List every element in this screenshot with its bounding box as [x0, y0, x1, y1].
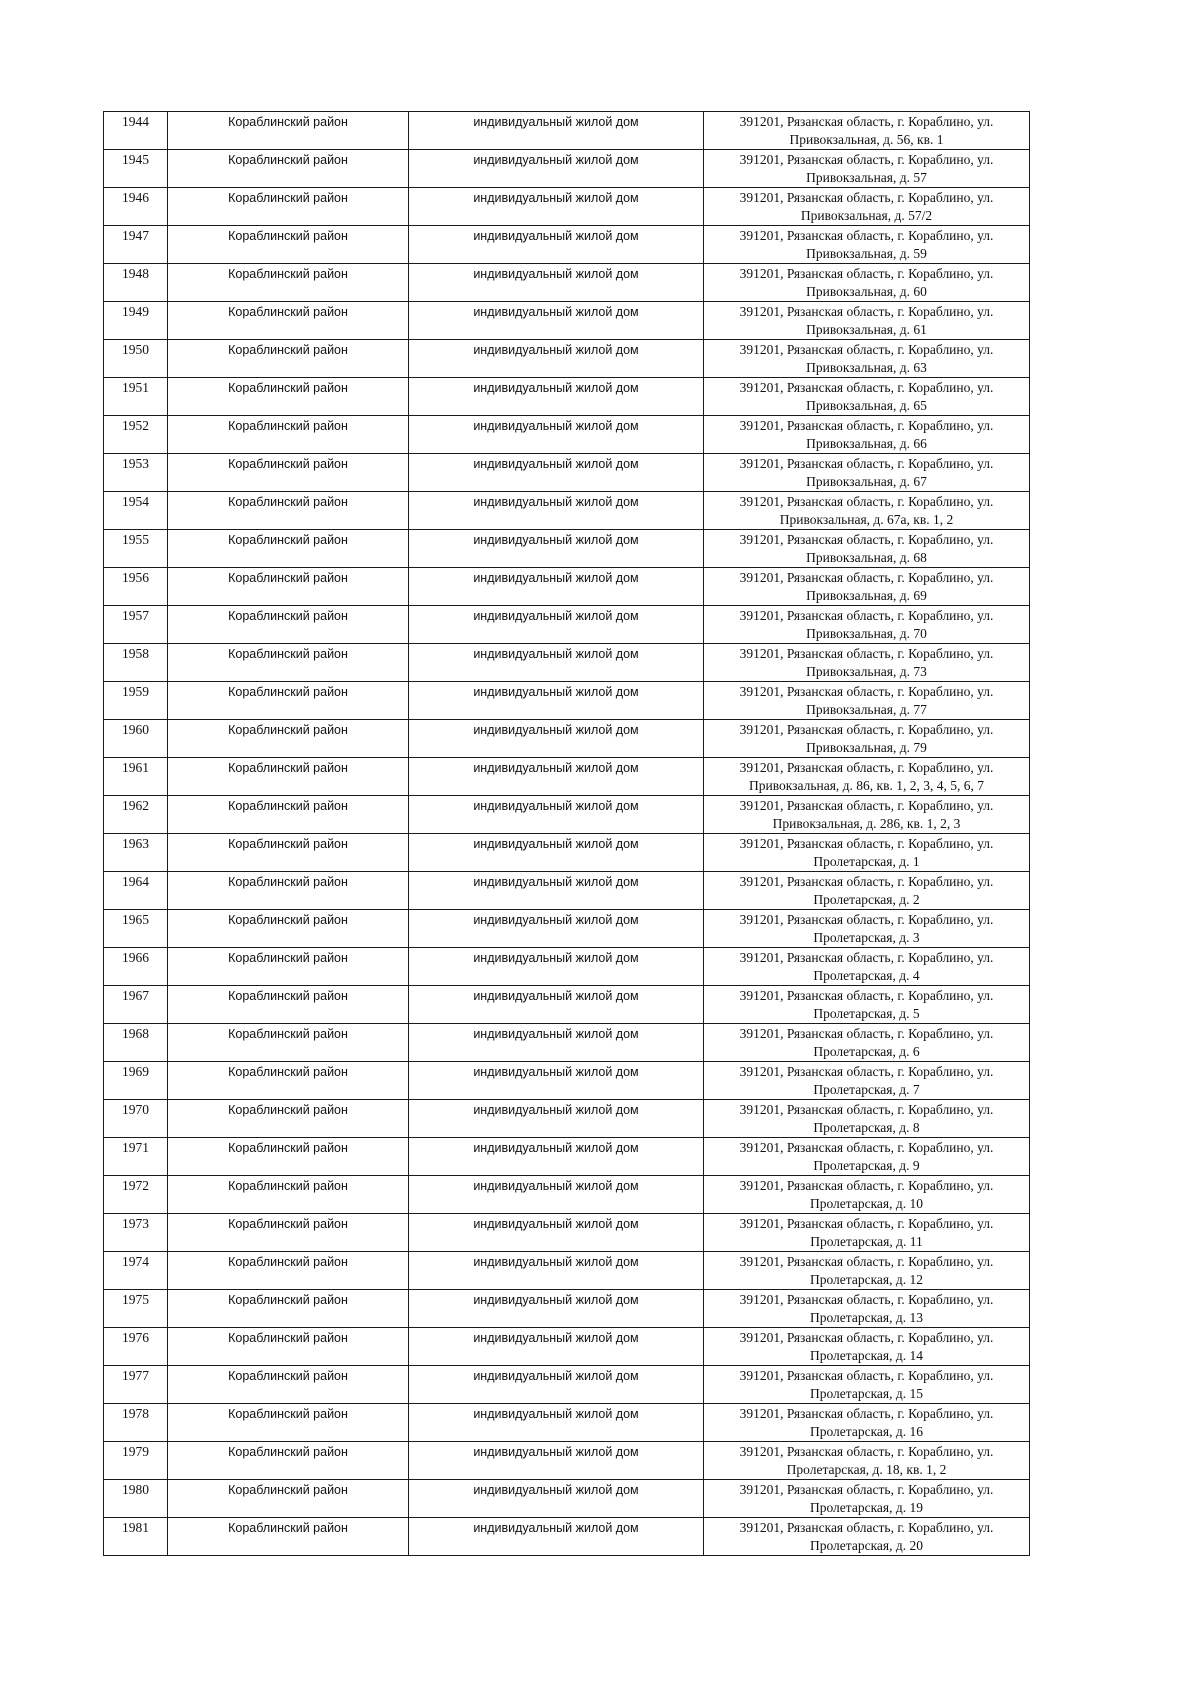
address-cell: [704, 1062, 1030, 1100]
address-line-2: Пролетарская, д. 3: [813, 930, 920, 945]
address-cell: [704, 188, 1030, 226]
address-line-1: 391201, Рязанская область, г. Кораблино, ул.: [739, 1254, 994, 1269]
object-type-cell: индивидуальный жилой дом: [409, 948, 704, 986]
record-number-cell: 1944: [104, 112, 168, 150]
district-cell: Кораблинский район: [168, 1176, 409, 1214]
table-row: [104, 1138, 1030, 1176]
record-number-cell: 1965: [104, 910, 168, 948]
address-line-1: 391201, Рязанская область, г. Кораблино, ул.: [739, 1444, 994, 1459]
address-line-2: Привокзальная, д. 67а, кв. 1, 2: [779, 512, 954, 527]
address-line-2: Пролетарская, д. 4: [813, 968, 920, 983]
object-type-cell: индивидуальный жилой дом: [409, 1214, 704, 1252]
address-line-2: Привокзальная, д. 60: [806, 284, 927, 299]
address-line-2: Пролетарская, д. 11: [810, 1234, 923, 1249]
record-number-cell: 1946: [104, 188, 168, 226]
district-cell: Кораблинский район: [168, 416, 409, 454]
table-row: [104, 492, 1030, 530]
address-cell: [704, 416, 1030, 454]
object-type-cell: индивидуальный жилой дом: [409, 1366, 704, 1404]
address-cell: [704, 1024, 1030, 1062]
record-number-cell: 1949: [104, 302, 168, 340]
object-type-cell: индивидуальный жилой дом: [409, 1442, 704, 1480]
address-cell: [704, 834, 1030, 872]
address-line-1: 391201, Рязанская область, г. Кораблино, ул.: [739, 988, 994, 1003]
district-cell: Кораблинский район: [168, 1404, 409, 1442]
address-line-1: 391201, Рязанская область, г. Кораблино, ул.: [739, 608, 994, 623]
record-number-cell: 1962: [104, 796, 168, 834]
address-line-2: Пролетарская, д. 1: [813, 854, 920, 869]
address-line-2: Пролетарская, д. 14: [809, 1348, 924, 1363]
record-number-cell: 1951: [104, 378, 168, 416]
address-cell: [704, 340, 1030, 378]
address-cell: [704, 1214, 1030, 1252]
object-type-cell: индивидуальный жилой дом: [409, 1062, 704, 1100]
district-cell: Кораблинский район: [168, 1252, 409, 1290]
object-type-cell: индивидуальный жилой дом: [409, 150, 704, 188]
address-cell: [704, 226, 1030, 264]
address-line-2: Пролетарская, д. 19: [809, 1500, 924, 1515]
record-number-cell: 1972: [104, 1176, 168, 1214]
table-row: [104, 150, 1030, 188]
object-type-cell: индивидуальный жилой дом: [409, 1480, 704, 1518]
address-cell: [704, 150, 1030, 188]
district-cell: Кораблинский район: [168, 1062, 409, 1100]
address-cell: [704, 1176, 1030, 1214]
address-line-2: Привокзальная, д. 61: [806, 322, 927, 337]
address-cell: [704, 1138, 1030, 1176]
record-number-cell: 1975: [104, 1290, 168, 1328]
record-number-cell: 1960: [104, 720, 168, 758]
object-type-cell: индивидуальный жилой дом: [409, 682, 704, 720]
address-line-1: 391201, Рязанская область, г. Кораблино, ул.: [739, 1482, 994, 1497]
record-number-cell: 1976: [104, 1328, 168, 1366]
district-cell: Кораблинский район: [168, 150, 409, 188]
address-line-1: 391201, Рязанская область, г. Кораблино, ул.: [739, 950, 994, 965]
district-cell: Кораблинский район: [168, 834, 409, 872]
records-table: [103, 111, 1030, 1556]
address-line-2: Привокзальная, д. 56, кв. 1: [789, 132, 944, 147]
district-cell: Кораблинский район: [168, 1442, 409, 1480]
object-type-cell: индивидуальный жилой дом: [409, 1176, 704, 1214]
table-row: [104, 606, 1030, 644]
address-cell: [704, 1366, 1030, 1404]
address-line-1: 391201, Рязанская область, г. Кораблино, ул.: [739, 304, 994, 319]
table-row: [104, 1062, 1030, 1100]
address-cell: [704, 948, 1030, 986]
district-cell: Кораблинский район: [168, 910, 409, 948]
record-number-cell: 1945: [104, 150, 168, 188]
record-number-cell: 1950: [104, 340, 168, 378]
district-cell: Кораблинский район: [168, 454, 409, 492]
address-cell: [704, 302, 1030, 340]
address-line-2: Привокзальная, д. 73: [806, 664, 927, 679]
table-row: [104, 1176, 1030, 1214]
district-cell: Кораблинский район: [168, 1100, 409, 1138]
address-line-1: 391201, Рязанская область, г. Кораблино, ул.: [739, 418, 994, 433]
record-number-cell: 1979: [104, 1442, 168, 1480]
record-number-cell: 1968: [104, 1024, 168, 1062]
record-number-cell: 1971: [104, 1138, 168, 1176]
address-line-2: Пролетарская, д. 7: [813, 1082, 920, 1097]
district-cell: Кораблинский район: [168, 758, 409, 796]
address-line-1: 391201, Рязанская область, г. Кораблино, ул.: [739, 380, 994, 395]
address-line-1: 391201, Рязанская область, г. Кораблино, ул.: [739, 152, 994, 167]
record-number-cell: 1967: [104, 986, 168, 1024]
address-line-2: Привокзальная, д. 86, кв. 1, 2, 3, 4, 5, 6, 7: [749, 778, 984, 793]
object-type-cell: индивидуальный жилой дом: [409, 492, 704, 530]
district-cell: Кораблинский район: [168, 1366, 409, 1404]
address-line-2: Привокзальная, д. 68: [806, 550, 927, 565]
district-cell: Кораблинский район: [168, 1480, 409, 1518]
table-row: [104, 1252, 1030, 1290]
address-cell: [704, 682, 1030, 720]
address-cell: [704, 606, 1030, 644]
record-number-cell: 1970: [104, 1100, 168, 1138]
address-line-1: 391201, Рязанская область, г. Кораблино, ул.: [739, 342, 994, 357]
address-line-2: Пролетарская, д. 18, кв. 1, 2: [786, 1462, 947, 1477]
address-cell: [704, 492, 1030, 530]
table-row: [104, 1328, 1030, 1366]
address-line-2: Пролетарская, д. 16: [809, 1424, 924, 1439]
object-type-cell: индивидуальный жилой дом: [409, 910, 704, 948]
table-row: [104, 682, 1030, 720]
object-type-cell: индивидуальный жилой дом: [409, 834, 704, 872]
address-line-1: 391201, Рязанская область, г. Кораблино, ул.: [739, 228, 994, 243]
object-type-cell: индивидуальный жилой дом: [409, 1138, 704, 1176]
object-type-cell: индивидуальный жилой дом: [409, 1328, 704, 1366]
address-line-1: 391201, Рязанская область, г. Кораблино, ул.: [739, 494, 994, 509]
address-line-2: Привокзальная, д. 59: [806, 246, 927, 261]
record-number-cell: 1959: [104, 682, 168, 720]
district-cell: Кораблинский район: [168, 1328, 409, 1366]
address-line-2: Пролетарская, д. 20: [809, 1538, 924, 1553]
district-cell: Кораблинский район: [168, 492, 409, 530]
table-row: [104, 644, 1030, 682]
record-number-cell: 1954: [104, 492, 168, 530]
district-cell: Кораблинский район: [168, 1214, 409, 1252]
address-line-2: Привокзальная, д. 286, кв. 1, 2, 3: [772, 816, 961, 831]
table-row: [104, 1024, 1030, 1062]
district-cell: Кораблинский район: [168, 1518, 409, 1556]
address-line-2: Пролетарская, д. 8: [813, 1120, 920, 1135]
object-type-cell: индивидуальный жилой дом: [409, 1024, 704, 1062]
record-number-cell: 1978: [104, 1404, 168, 1442]
district-cell: Кораблинский район: [168, 1138, 409, 1176]
address-line-2: Привокзальная, д. 69: [806, 588, 927, 603]
district-cell: Кораблинский район: [168, 530, 409, 568]
object-type-cell: индивидуальный жилой дом: [409, 758, 704, 796]
address-line-1: 391201, Рязанская область, г. Кораблино, ул.: [739, 874, 994, 889]
address-line-1: 391201, Рязанская область, г. Кораблино, ул.: [739, 1216, 994, 1231]
district-cell: Кораблинский район: [168, 796, 409, 834]
table-row: [104, 302, 1030, 340]
district-cell: Кораблинский район: [168, 606, 409, 644]
address-line-1: 391201, Рязанская область, г. Кораблино, ул.: [739, 1520, 994, 1535]
address-cell: [704, 1404, 1030, 1442]
table-row: [104, 416, 1030, 454]
district-cell: Кораблинский район: [168, 682, 409, 720]
record-number-cell: 1958: [104, 644, 168, 682]
district-cell: Кораблинский район: [168, 720, 409, 758]
object-type-cell: индивидуальный жилой дом: [409, 1290, 704, 1328]
address-line-2: Пролетарская, д. 6: [813, 1044, 920, 1059]
table-row: [104, 226, 1030, 264]
address-cell: [704, 1518, 1030, 1556]
address-line-1: 391201, Рязанская область, г. Кораблино, ул.: [739, 570, 994, 585]
table-row: [104, 1480, 1030, 1518]
address-line-2: Привокзальная, д. 57: [806, 170, 927, 185]
address-cell: [704, 796, 1030, 834]
district-cell: Кораблинский район: [168, 872, 409, 910]
table-row: [104, 796, 1030, 834]
address-line-2: Привокзальная, д. 79: [806, 740, 927, 755]
table-row: [104, 340, 1030, 378]
table-row: [104, 1214, 1030, 1252]
record-number-cell: 1955: [104, 530, 168, 568]
table-row: [104, 112, 1030, 150]
table-row: [104, 530, 1030, 568]
address-cell: [704, 720, 1030, 758]
address-cell: [704, 910, 1030, 948]
record-number-cell: 1956: [104, 568, 168, 606]
address-line-1: 391201, Рязанская область, г. Кораблино, ул.: [739, 1064, 994, 1079]
address-line-1: 391201, Рязанская область, г. Кораблино, ул.: [739, 798, 994, 813]
object-type-cell: индивидуальный жилой дом: [409, 188, 704, 226]
object-type-cell: индивидуальный жилой дом: [409, 986, 704, 1024]
record-number-cell: 1974: [104, 1252, 168, 1290]
object-type-cell: индивидуальный жилой дом: [409, 720, 704, 758]
address-cell: [704, 378, 1030, 416]
table-row: [104, 1100, 1030, 1138]
table-row: [104, 1404, 1030, 1442]
record-number-cell: 1953: [104, 454, 168, 492]
address-cell: [704, 1328, 1030, 1366]
address-cell: [704, 530, 1030, 568]
address-cell: [704, 1442, 1030, 1480]
address-line-2: Привокзальная, д. 66: [806, 436, 927, 451]
record-number-cell: 1973: [104, 1214, 168, 1252]
table-row: [104, 264, 1030, 302]
district-cell: Кораблинский район: [168, 188, 409, 226]
address-cell: [704, 264, 1030, 302]
table-row: [104, 1442, 1030, 1480]
object-type-cell: индивидуальный жилой дом: [409, 264, 704, 302]
address-cell: [704, 758, 1030, 796]
address-line-2: Привокзальная, д. 70: [806, 626, 927, 641]
record-number-cell: 1981: [104, 1518, 168, 1556]
district-cell: Кораблинский район: [168, 378, 409, 416]
object-type-cell: индивидуальный жилой дом: [409, 1404, 704, 1442]
address-line-2: Пролетарская, д. 13: [809, 1310, 924, 1325]
table-row: [104, 568, 1030, 606]
object-type-cell: индивидуальный жилой дом: [409, 1100, 704, 1138]
table-row: [104, 758, 1030, 796]
object-type-cell: индивидуальный жилой дом: [409, 112, 704, 150]
address-cell: [704, 1480, 1030, 1518]
object-type-cell: индивидуальный жилой дом: [409, 340, 704, 378]
address-line-1: 391201, Рязанская область, г. Кораблино, ул.: [739, 722, 994, 737]
district-cell: Кораблинский район: [168, 264, 409, 302]
address-line-1: 391201, Рязанская область, г. Кораблино, ул.: [739, 1406, 994, 1421]
record-number-cell: 1969: [104, 1062, 168, 1100]
district-cell: Кораблинский район: [168, 1290, 409, 1328]
address-line-1: 391201, Рязанская область, г. Кораблино, ул.: [739, 1178, 994, 1193]
record-number-cell: 1963: [104, 834, 168, 872]
object-type-cell: индивидуальный жилой дом: [409, 302, 704, 340]
address-line-1: 391201, Рязанская область, г. Кораблино, ул.: [739, 532, 994, 547]
record-number-cell: 1952: [104, 416, 168, 454]
address-cell: [704, 112, 1030, 150]
table-row: [104, 378, 1030, 416]
object-type-cell: индивидуальный жилой дом: [409, 606, 704, 644]
address-line-2: Пролетарская, д. 9: [813, 1158, 920, 1173]
address-line-2: Привокзальная, д. 77: [806, 702, 927, 717]
record-number-cell: 1964: [104, 872, 168, 910]
address-line-2: Пролетарская, д. 5: [813, 1006, 920, 1021]
district-cell: Кораблинский район: [168, 644, 409, 682]
address-line-2: Привокзальная, д. 63: [806, 360, 927, 375]
district-cell: Кораблинский район: [168, 1024, 409, 1062]
record-number-cell: 1957: [104, 606, 168, 644]
address-cell: [704, 1290, 1030, 1328]
object-type-cell: индивидуальный жилой дом: [409, 872, 704, 910]
record-number-cell: 1961: [104, 758, 168, 796]
object-type-cell: индивидуальный жилой дом: [409, 416, 704, 454]
object-type-cell: индивидуальный жилой дом: [409, 796, 704, 834]
table-row: [104, 834, 1030, 872]
object-type-cell: индивидуальный жилой дом: [409, 644, 704, 682]
object-type-cell: индивидуальный жилой дом: [409, 1518, 704, 1556]
table-row: [104, 1518, 1030, 1556]
address-line-1: 391201, Рязанская область, г. Кораблино, ул.: [739, 266, 994, 281]
district-cell: Кораблинский район: [168, 340, 409, 378]
record-number-cell: 1977: [104, 1366, 168, 1404]
district-cell: Кораблинский район: [168, 986, 409, 1024]
table-row: [104, 720, 1030, 758]
address-line-1: 391201, Рязанская область, г. Кораблино, ул.: [739, 646, 994, 661]
address-line-1: 391201, Рязанская область, г. Кораблино, ул.: [739, 1102, 994, 1117]
address-line-1: 391201, Рязанская область, г. Кораблино, ул.: [739, 456, 994, 471]
address-line-1: 391201, Рязанская область, г. Кораблино, ул.: [739, 684, 994, 699]
address-line-2: Привокзальная, д. 65: [806, 398, 927, 413]
address-line-2: Пролетарская, д. 10: [809, 1196, 924, 1211]
object-type-cell: индивидуальный жилой дом: [409, 454, 704, 492]
address-line-1: 391201, Рязанская область, г. Кораблино, ул.: [739, 114, 994, 129]
address-line-2: Привокзальная, д. 67: [806, 474, 927, 489]
address-line-1: 391201, Рязанская область, г. Кораблино, ул.: [739, 836, 994, 851]
address-line-1: 391201, Рязанская область, г. Кораблино, ул.: [739, 760, 994, 775]
district-cell: Кораблинский район: [168, 226, 409, 264]
object-type-cell: индивидуальный жилой дом: [409, 226, 704, 264]
table-row: [104, 872, 1030, 910]
address-cell: [704, 454, 1030, 492]
records-table-body: [104, 112, 1030, 1556]
address-line-1: 391201, Рязанская область, г. Кораблино, ул.: [739, 190, 994, 205]
table-row: [104, 986, 1030, 1024]
record-number-cell: 1947: [104, 226, 168, 264]
address-line-2: Пролетарская, д. 2: [813, 892, 920, 907]
address-cell: [704, 1100, 1030, 1138]
address-cell: [704, 986, 1030, 1024]
table-row: [104, 188, 1030, 226]
district-cell: Кораблинский район: [168, 948, 409, 986]
address-line-2: Привокзальная, д. 57/2: [800, 208, 933, 223]
address-line-1: 391201, Рязанская область, г. Кораблино, ул.: [739, 1368, 994, 1383]
address-cell: [704, 1252, 1030, 1290]
table-row: [104, 1290, 1030, 1328]
object-type-cell: индивидуальный жилой дом: [409, 1252, 704, 1290]
object-type-cell: индивидуальный жилой дом: [409, 530, 704, 568]
object-type-cell: индивидуальный жилой дом: [409, 568, 704, 606]
address-cell: [704, 644, 1030, 682]
table-row: [104, 948, 1030, 986]
address-line-1: 391201, Рязанская область, г. Кораблино, ул.: [739, 1026, 994, 1041]
district-cell: Кораблинский район: [168, 112, 409, 150]
table-row: [104, 454, 1030, 492]
record-number-cell: 1980: [104, 1480, 168, 1518]
object-type-cell: индивидуальный жилой дом: [409, 378, 704, 416]
table-row: [104, 1366, 1030, 1404]
address-line-1: 391201, Рязанская область, г. Кораблино, ул.: [739, 912, 994, 927]
address-line-1: 391201, Рязанская область, г. Кораблино, ул.: [739, 1330, 994, 1345]
table-row: [104, 910, 1030, 948]
district-cell: Кораблинский район: [168, 568, 409, 606]
record-number-cell: 1966: [104, 948, 168, 986]
record-number-cell: 1948: [104, 264, 168, 302]
address-line-2: Пролетарская, д. 15: [809, 1386, 924, 1401]
address-cell: [704, 568, 1030, 606]
address-line-1: 391201, Рязанская область, г. Кораблино, ул.: [739, 1292, 994, 1307]
address-line-2: Пролетарская, д. 12: [809, 1272, 924, 1287]
address-cell: [704, 872, 1030, 910]
district-cell: Кораблинский район: [168, 302, 409, 340]
address-line-1: 391201, Рязанская область, г. Кораблино, ул.: [739, 1140, 994, 1155]
